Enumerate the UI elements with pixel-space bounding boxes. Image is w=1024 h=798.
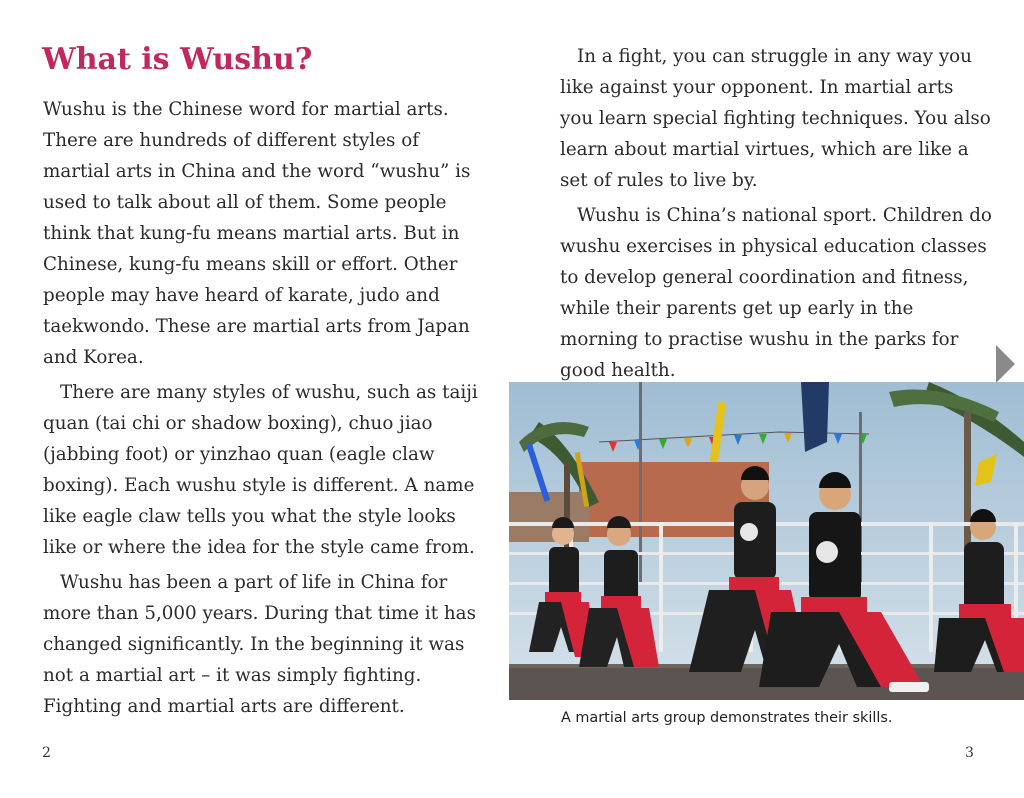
paragraph: Wushu has been a part of life in China for more than 5,000 years. During that time it has changed significantly. In the beginning it was not a martial art – it was simply fighting. Fighting and martial arts are different. xyxy=(43,572,476,717)
paragraph: There are many styles of wushu, such as taiji quan (tai chi or shadow boxing), chuo jiao (jabbing foot) or yinzhao quan (eagle claw boxing). Each wushu style is different. A name like eagle claw tells you what the style looks like or where the idea for the style came from. xyxy=(43,382,478,558)
martial-arts-photo xyxy=(509,382,1024,700)
paragraph: In a fight, you can struggle in any way you like against your opponent. In martial arts you learn special fighting techniques. You also learn about martial virtues, which are like a set of rules to live by. xyxy=(560,46,991,191)
paragraph: Wushu is the Chinese word for martial arts. There are hundreds of different styles of martial arts in China and the word “wushu” is used to talk about all of them. Some people think that kung-fu means martial arts. But in Chinese, kung-fu means skill or effort. Other people may have heard of karate, judo and taekwondo. These are martial arts from Japan and Korea. xyxy=(43,99,471,368)
photo-caption: A martial arts group demonstrates their skills. xyxy=(561,710,893,726)
right-page xyxy=(512,0,1024,798)
page-title: What is Wushu? xyxy=(42,42,313,77)
paragraph: Wushu is China’s national sport. Children do wushu exercises in physical education classes to develop general coordination and fitness, while their parents get up early in the morning to practise wushu in the parks for good health. xyxy=(560,205,992,381)
right-arrow-icon[interactable] xyxy=(996,345,1015,383)
right-text-column xyxy=(560,41,992,390)
left-text-column xyxy=(43,94,483,726)
page-number: 3 xyxy=(965,745,974,761)
page-number: 2 xyxy=(42,745,51,761)
